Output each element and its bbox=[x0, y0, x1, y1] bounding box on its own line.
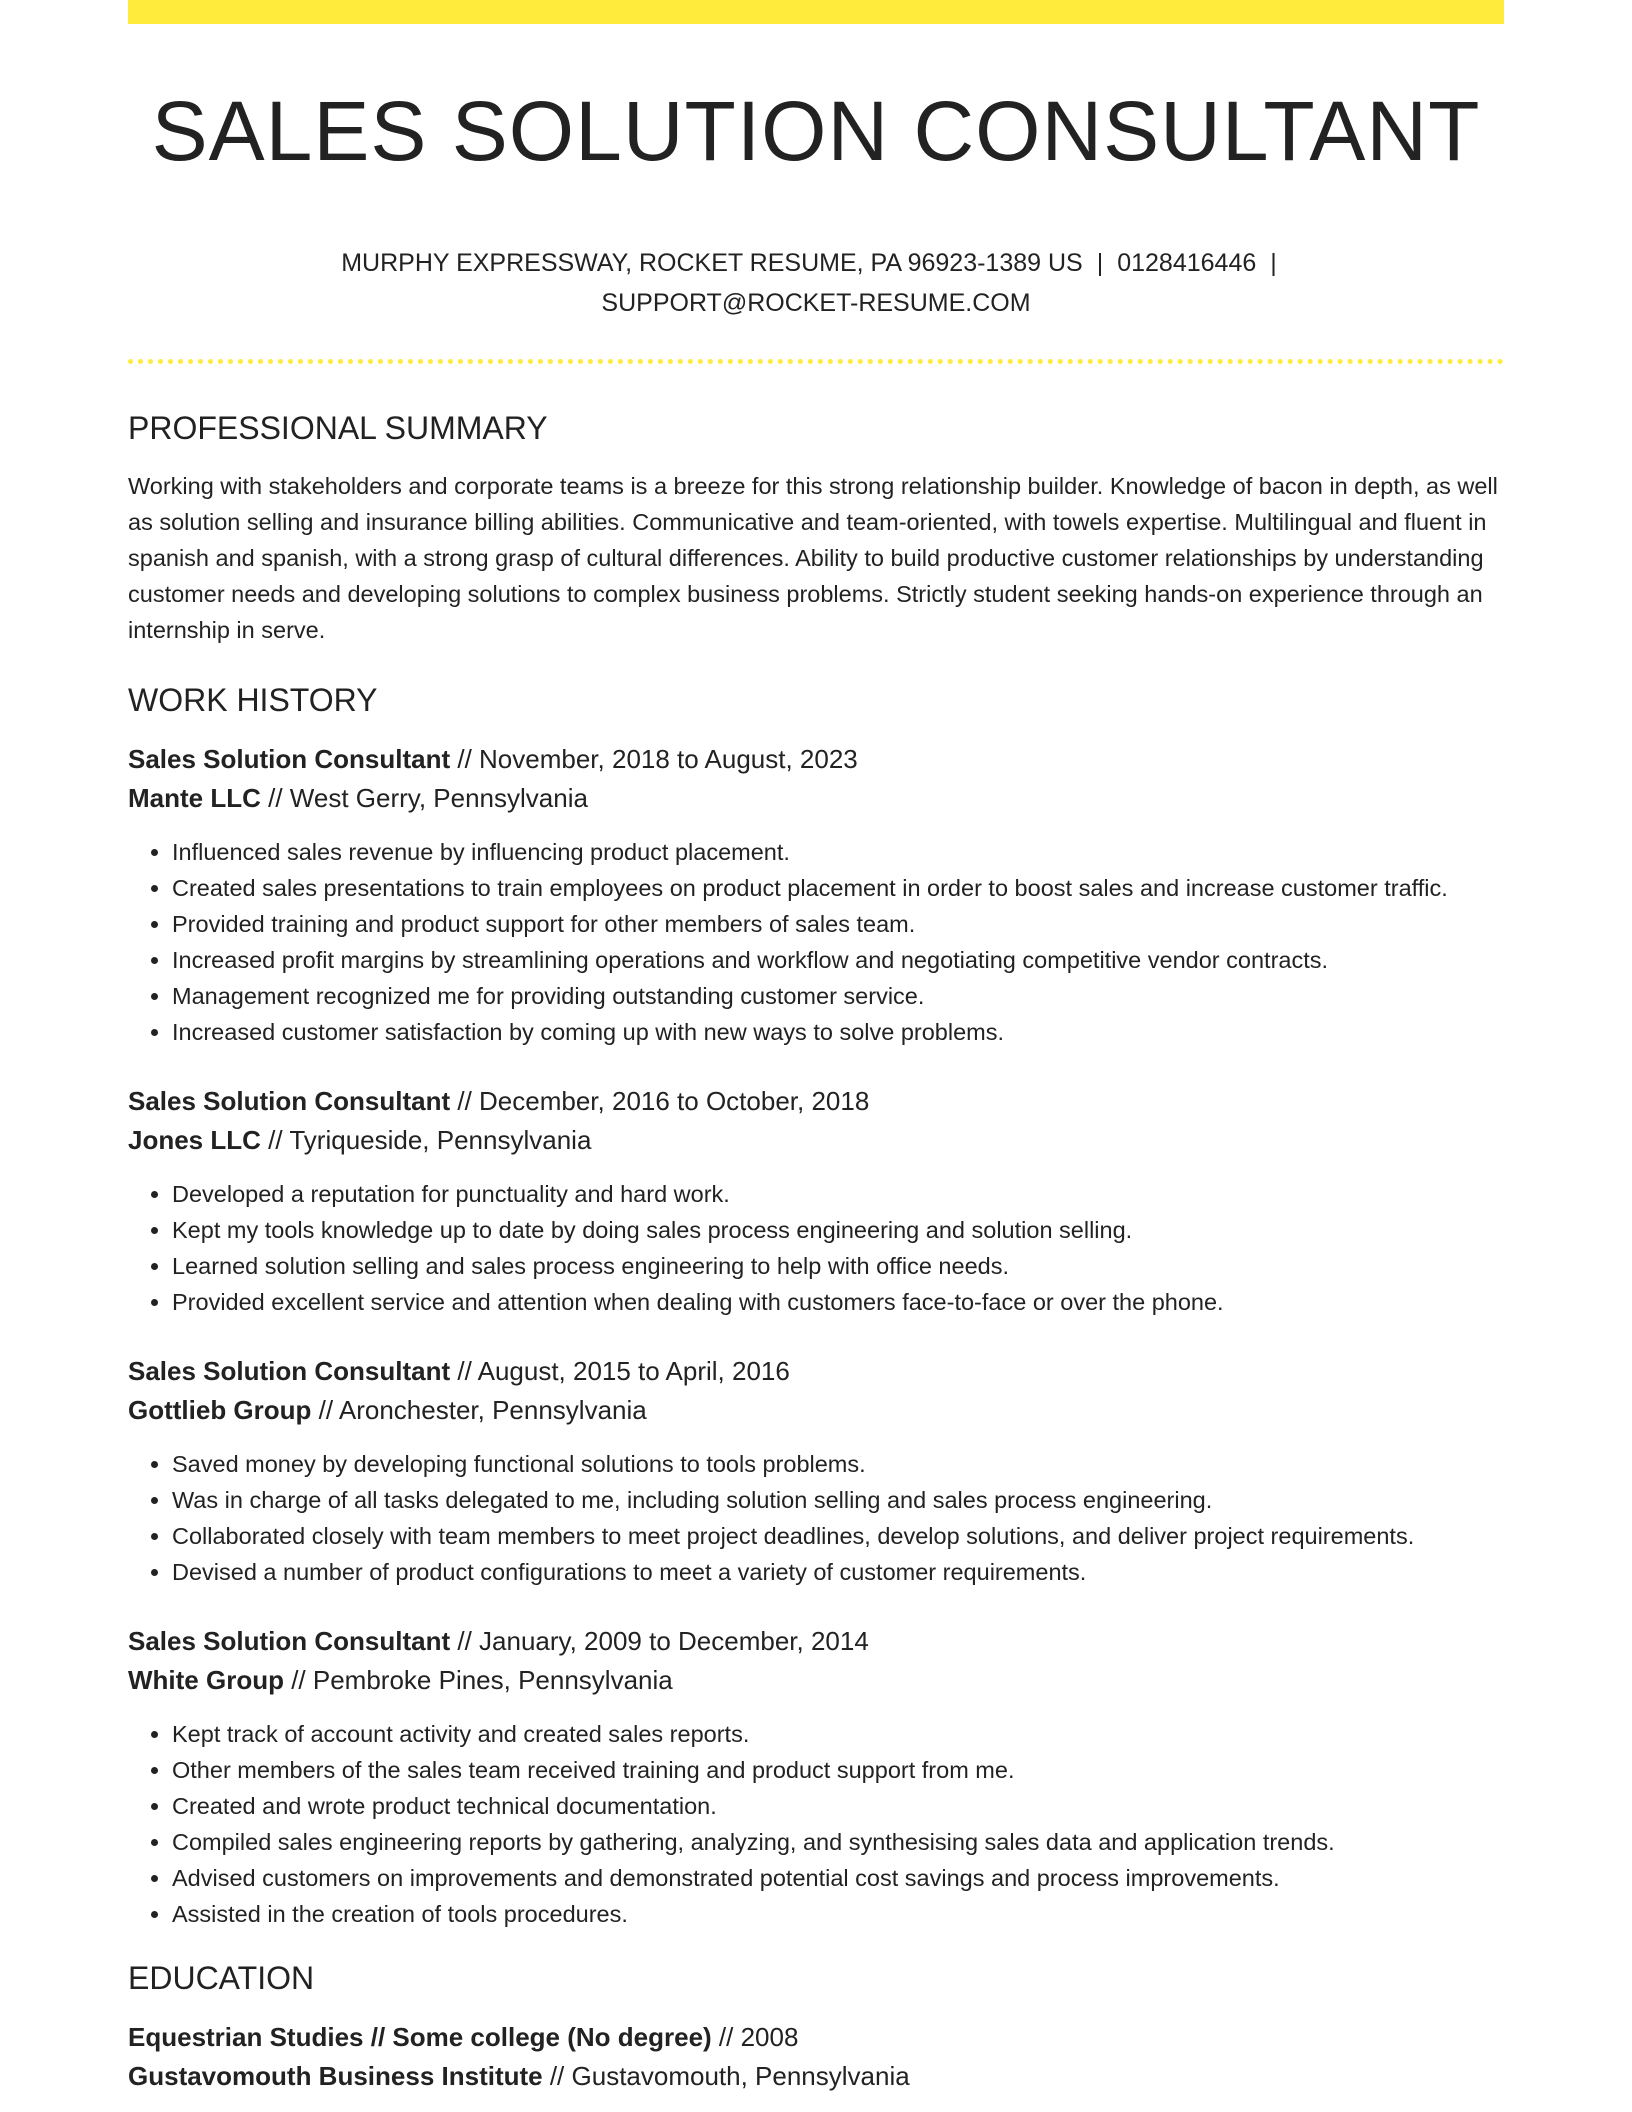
job-title-line bbox=[128, 1082, 1504, 1121]
job-bullet: • Compiled sales engineering reports by gathering, analyzing, and synthesising sales data and application trends. bbox=[172, 1824, 1504, 1860]
job-company-line bbox=[128, 1121, 1504, 1160]
education-year: // 2008 bbox=[711, 2022, 799, 2052]
job-company: Mante LLC bbox=[128, 783, 261, 813]
job-bullet: • Learned solution selling and sales process engineering to help with office needs. bbox=[172, 1248, 1504, 1284]
job-dates: // January, 2009 to December, 2014 bbox=[450, 1626, 869, 1656]
job-bullet: • Collaborated closely with team members to meet project deadlines, develop solutions, and deliver project requirements. bbox=[172, 1518, 1504, 1554]
contact-line-1 bbox=[128, 243, 1504, 283]
education-school: Gustavomouth Business Institute bbox=[128, 2061, 543, 2091]
job-bullet: • Created and wrote product technical documentation. bbox=[172, 1788, 1504, 1824]
contact-line-2 bbox=[128, 283, 1504, 323]
section-heading-summary: PROFESSIONAL SUMMARY bbox=[128, 410, 548, 446]
job-bullet: • Created sales presentations to train employees on product placement in order to boost sales and increase customer traffic. bbox=[172, 870, 1504, 906]
contact-info bbox=[128, 243, 1504, 323]
job-bullet: • Other members of the sales team received training and product support from me. bbox=[172, 1752, 1504, 1788]
resume-page bbox=[128, 0, 1504, 2096]
job-company-line bbox=[128, 1391, 1504, 1430]
job-bullet-list bbox=[128, 1176, 1504, 1320]
job-bullet-list bbox=[128, 1446, 1504, 1590]
job-entry bbox=[128, 1352, 1504, 1590]
accent-top-bar bbox=[128, 0, 1504, 24]
contact-separator: | bbox=[1270, 249, 1277, 277]
job-location: // Pembroke Pines, Pennsylvania bbox=[283, 1665, 673, 1695]
job-entry bbox=[128, 1622, 1504, 1932]
job-bullet: • Advised customers on improvements and demonstrated potential cost savings and process improvements. bbox=[172, 1860, 1504, 1896]
education-school-line bbox=[128, 2057, 1504, 2096]
job-role: Sales Solution Consultant bbox=[128, 1626, 451, 1656]
contact-address: MURPHY EXPRESSWAY, ROCKET RESUME, PA 96923-1389 US bbox=[341, 249, 1083, 277]
job-role: Sales Solution Consultant bbox=[128, 1356, 451, 1386]
job-dates: // December, 2016 to October, 2018 bbox=[450, 1086, 870, 1116]
section-heading-education: EDUCATION bbox=[128, 1960, 315, 1996]
resume-title: SALES SOLUTION CONSULTANT bbox=[151, 84, 1481, 178]
job-bullet: • Kept track of account activity and created sales reports. bbox=[172, 1716, 1504, 1752]
dotted-divider bbox=[128, 359, 1504, 364]
job-bullet-list bbox=[128, 1716, 1504, 1932]
summary-text: Working with stakeholders and corporate teams is a breeze for this strong relationship builder. Knowledge of bacon in depth, as well as solution selling and insurance billing abilities. Communicative and team-oriented, with towels expertise. Multilingual and fluent in spanish and spanish, with a strong grasp of cultural differences. Ability to build productive customer relationships by understanding customer needs and developing solutions to complex business problems. Strictly student seeking hands-on experience through an internship in serve. bbox=[128, 473, 1498, 643]
job-bullet-list bbox=[128, 834, 1504, 1050]
job-title-line bbox=[128, 1352, 1504, 1391]
job-role: Sales Solution Consultant bbox=[128, 1086, 451, 1116]
job-bullet: • Increased customer satisfaction by coming up with new ways to solve problems. bbox=[172, 1014, 1504, 1050]
job-role: Sales Solution Consultant bbox=[128, 744, 451, 774]
job-company: White Group bbox=[128, 1665, 284, 1695]
job-title-line bbox=[128, 1622, 1504, 1661]
job-bullet: • Influenced sales revenue by influencing product placement. bbox=[172, 834, 1504, 870]
job-bullet: • Saved money by developing functional solutions to tools problems. bbox=[172, 1446, 1504, 1482]
section-heading-work-history: WORK HISTORY bbox=[128, 682, 378, 718]
job-bullet: • Devised a number of product configurations to meet a variety of customer requirements. bbox=[172, 1554, 1504, 1590]
job-dates: // November, 2018 to August, 2023 bbox=[450, 744, 858, 774]
job-bullet: • Assisted in the creation of tools procedures. bbox=[172, 1896, 1504, 1932]
education-degree: Equestrian Studies // Some college (No degree) bbox=[128, 2022, 712, 2052]
education-entry bbox=[128, 2018, 1504, 2096]
job-title-line bbox=[128, 740, 1504, 779]
job-dates: // August, 2015 to April, 2016 bbox=[450, 1356, 790, 1386]
job-bullet: • Management recognized me for providing outstanding customer service. bbox=[172, 978, 1504, 1014]
job-bullet: • Kept my tools knowledge up to date by doing sales process engineering and solution selling. bbox=[172, 1212, 1504, 1248]
job-entry bbox=[128, 1082, 1504, 1320]
job-company: Gottlieb Group bbox=[128, 1395, 312, 1425]
job-bullet: • Increased profit margins by streamlining operations and workflow and negotiating competitive vendor contracts. bbox=[172, 942, 1504, 978]
job-bullet: • Provided training and product support for other members of sales team. bbox=[172, 906, 1504, 942]
job-location: // Tyriqueside, Pennsylvania bbox=[260, 1125, 592, 1155]
education-degree-line bbox=[128, 2018, 1504, 2057]
job-company: Jones LLC bbox=[128, 1125, 261, 1155]
job-bullet: • Was in charge of all tasks delegated to me, including solution selling and sales process engineering. bbox=[172, 1482, 1504, 1518]
job-location: // Aronchester, Pennsylvania bbox=[311, 1395, 647, 1425]
contact-phone: 0128416446 bbox=[1117, 249, 1257, 277]
contact-email[interactable]: SUPPORT@ROCKET-RESUME.COM bbox=[601, 289, 1031, 317]
job-bullet: • Developed a reputation for punctuality and hard work. bbox=[172, 1176, 1504, 1212]
job-company-line bbox=[128, 779, 1504, 818]
job-company-line bbox=[128, 1661, 1504, 1700]
education-location: // Gustavomouth, Pennsylvania bbox=[542, 2061, 910, 2091]
job-bullet: • Provided excellent service and attention when dealing with customers face-to-face or over the phone. bbox=[172, 1284, 1504, 1320]
contact-separator: | bbox=[1096, 249, 1104, 277]
job-entry bbox=[128, 740, 1504, 1050]
job-location: // West Gerry, Pennsylvania bbox=[260, 783, 588, 813]
